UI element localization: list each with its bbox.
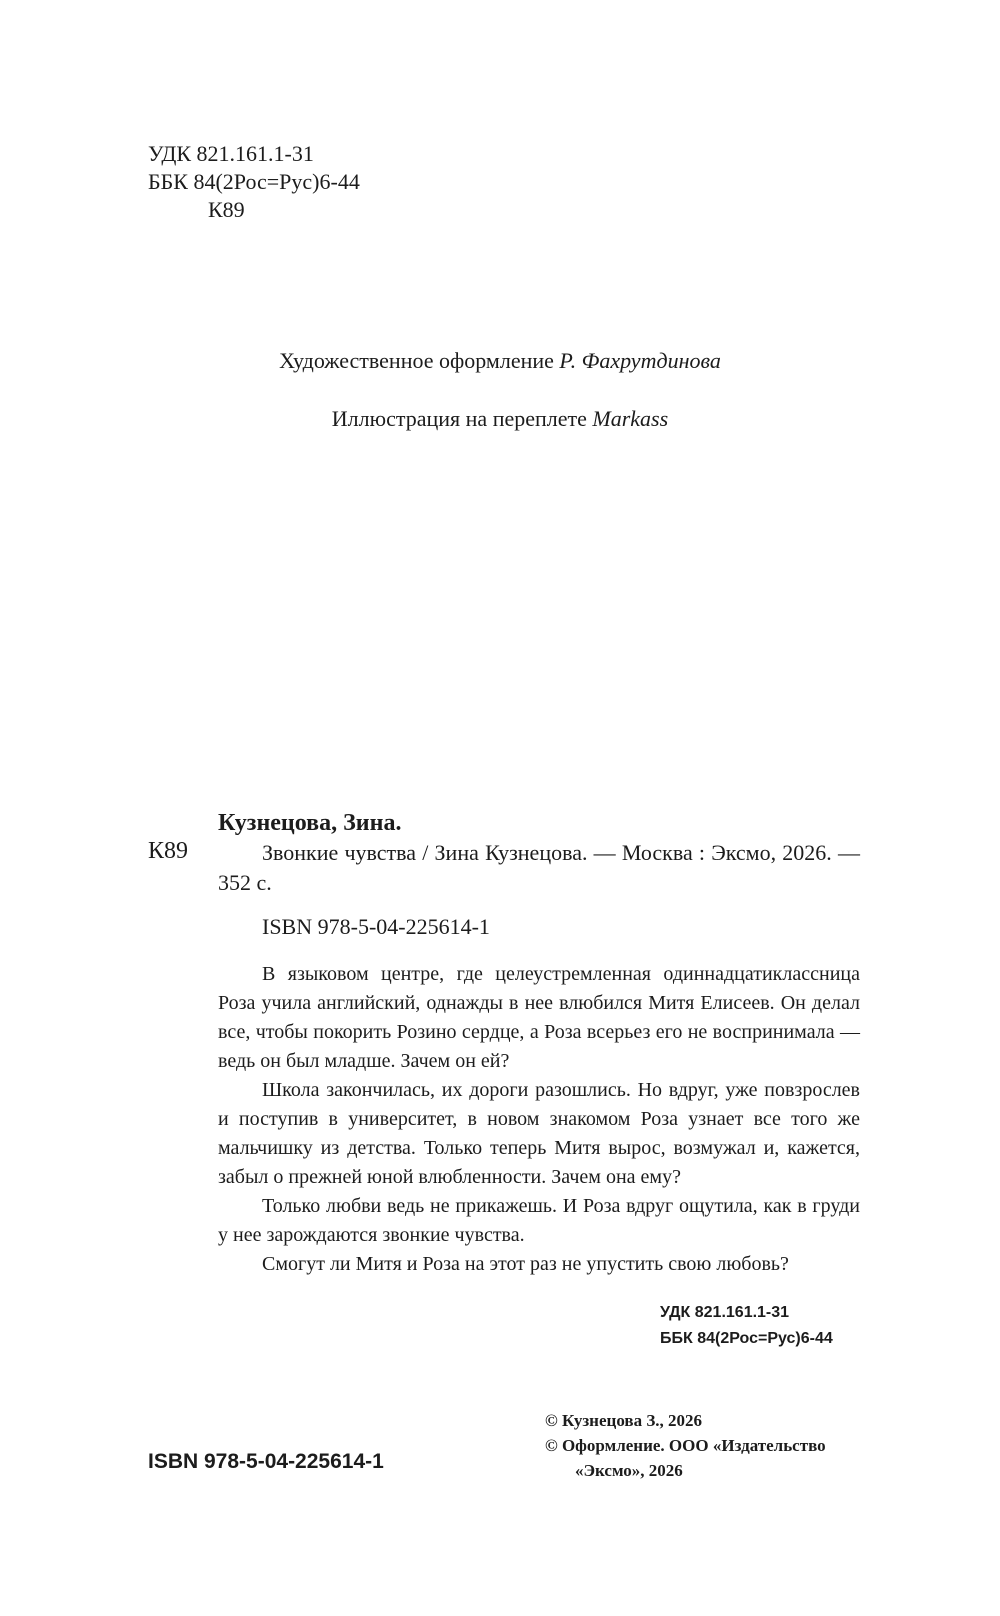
author-mark: К89 [208, 197, 245, 222]
cover-credit-label: Иллюстрация на переплете [331, 406, 593, 431]
copyright-design: © Оформление. ООО «Издательство [545, 1436, 826, 1455]
udk-code: УДК 821.161.1-31 [660, 1304, 790, 1321]
annotation-paragraph: Школа закончилась, их дороги разошлись. Но вдруг, уже повзрослев и поступив в университет, в новом знакомом Роза узнает все того же мальчишку из детства. Только теперь Митя вырос, возмужал и, кажется, забыл о прежней юной влюбленности. Зачем она ему? [218, 1079, 860, 1188]
annotation-paragraph: В языковом центре, где целеустремленная одиннадцатиклассница Роза учила английский, однажды в нее влюбился Митя Елисеев. Он делал все, чтобы покорить Розино сердце, а Роза всерьез его не воспринимала — ведь он был младше. Зачем он ей? [218, 963, 860, 1072]
design-credit-label: Художественное оформление [279, 348, 560, 373]
illustrator-name: Markass [592, 406, 669, 431]
isbn-footer: ISBN 978-5-04-225614-1 [148, 1450, 384, 1473]
copyright-block [545, 1408, 826, 1483]
classification-codes-bottom [660, 1300, 833, 1352]
annotation [218, 960, 860, 1279]
annotation-paragraph: Смогут ли Митя и Роза на этот раз не упустить свою любовь? [262, 1253, 789, 1275]
catalog-isbn: ISBN 978-5-04-225614-1 [262, 914, 490, 939]
copyright-design-continued: «Эксмо», 2026 [575, 1461, 683, 1480]
designer-name: Р. Фахрутдинова [559, 348, 721, 373]
bbk-code: ББК 84(2Рос=Рус)6-44 [148, 169, 360, 194]
bbk-code: ББК 84(2Рос=Рус)6-44 [660, 1330, 833, 1347]
catalog-entry [218, 808, 860, 1279]
annotation-paragraph: Только любви ведь не прикажешь. И Роза вдруг ощутила, как в груди у нее зарождаются звонкие чувства. [218, 1195, 860, 1246]
classification-codes-top [148, 140, 360, 224]
udk-code: УДК 821.161.1-31 [148, 141, 314, 166]
catalog-title-line: Звонкие чувства / Зина Кузнецова. — Москва : Эксмо, 2026. — 352 с. [218, 840, 860, 895]
catalog-author: Кузнецова, Зина. [218, 810, 402, 836]
cover-credit [0, 406, 1000, 432]
design-credit [0, 348, 1000, 374]
catalog-author-mark: К89 [148, 838, 189, 864]
copyright-author: © Кузнецова З., 2026 [545, 1411, 703, 1430]
